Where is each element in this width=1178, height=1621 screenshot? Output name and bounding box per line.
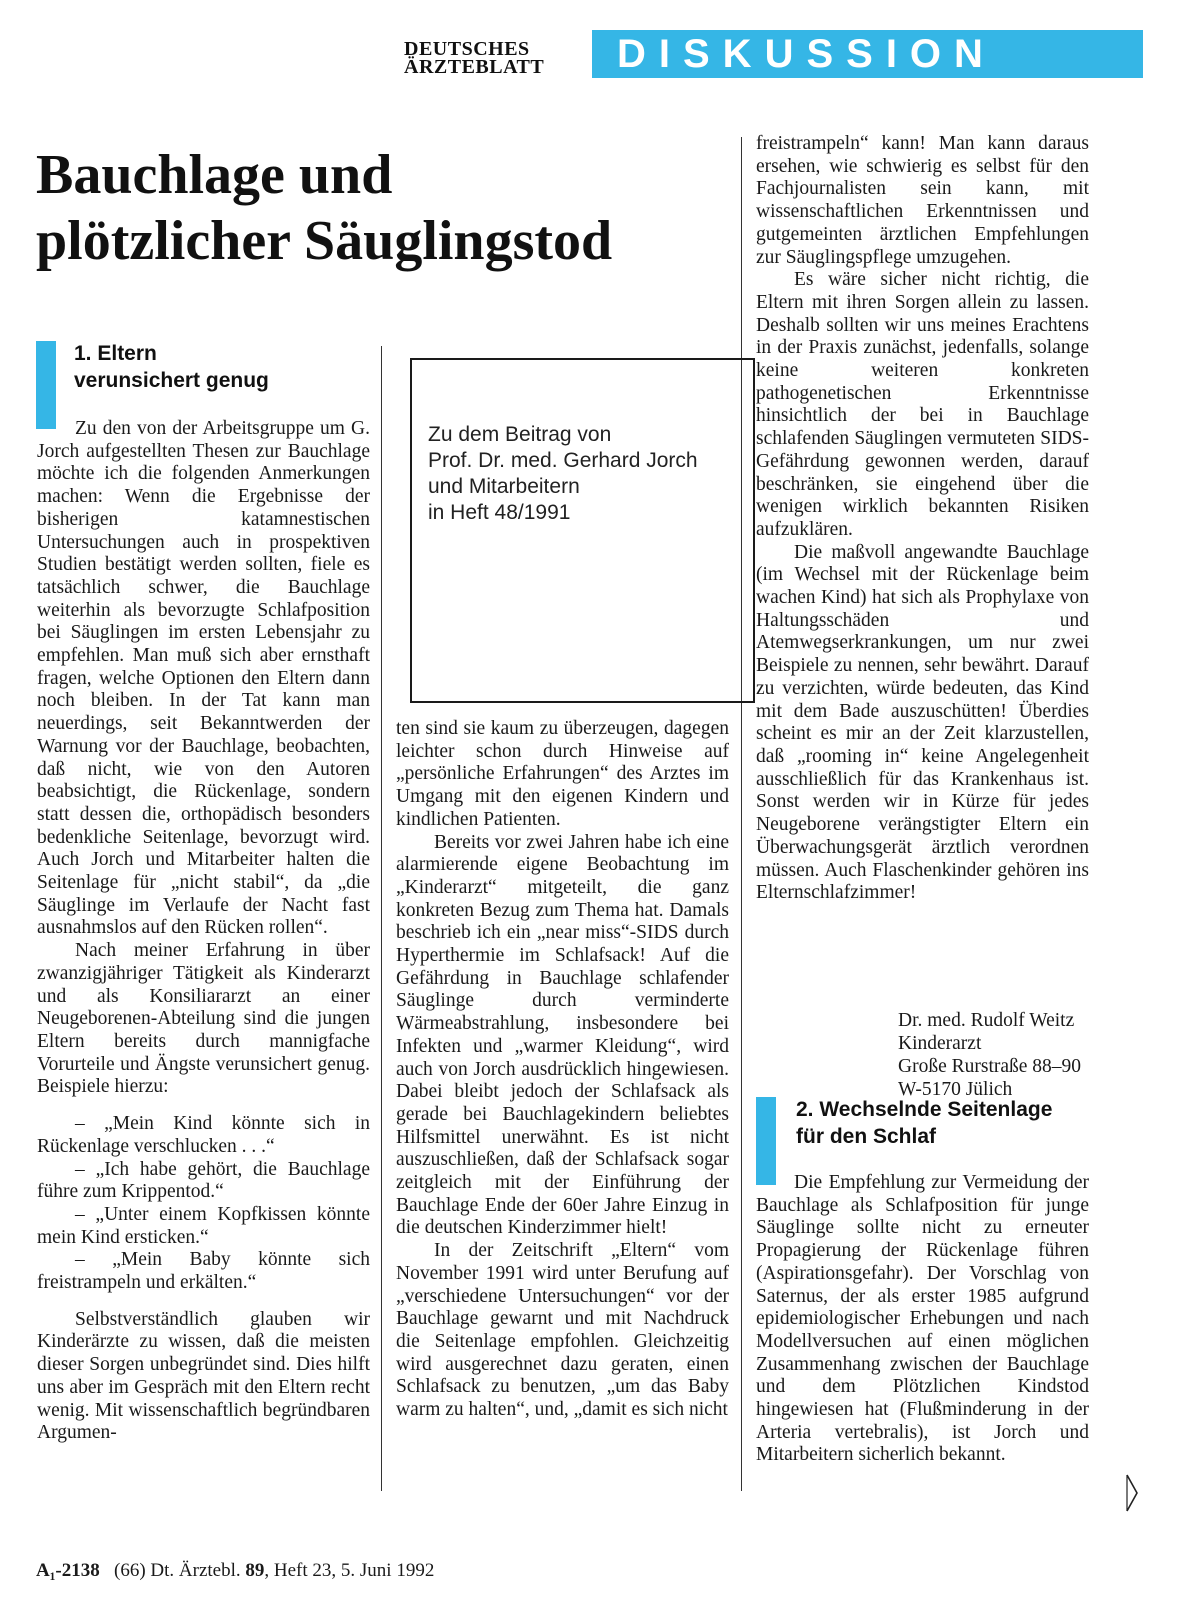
section1-heading-line2: verunsichert genug	[74, 369, 269, 392]
headline-line2: plötzlicher Säuglingstod	[36, 210, 613, 272]
col3-paragraph-1: freistrampeln“ kann! Man kann daraus ersehen, wie schwierig es selbst für den Fachjournalisten sein kann, mit wissenschaftlichen Erkenntnissen und gutgemeinten ärztlichen Empfehlungen zur Säuglingspflege umzugehen.	[756, 133, 1089, 268]
col2-paragraph-2: Bereits vor zwei Jahren habe ich eine alarmierende eigene Beobachtung im „Kinderarzt“ mitgeteilt, die ganz konkreten Bezug zum Thema hat. Damals beschrieb ich ein „near miss“-SIDS durch Hyperthermie im Schlafsack! Auf die Gefährdung in Bauchlage schlafender Säuglinge durch verminderte Wärmeabstrahlung, insbesondere bei Infekten und „warmer Kleidung“, wird auch von Jorch ausdrücklich hingewiesen. Dabei bleibt jedoch der Schlafsack als gerade bei Bauchlagekindern beliebtes Hilfsmittel unerwähnt. Es ist nicht auszuschließen, daß der Schlafsack sogar zeitgleich mit der Einführung der Bauchlage Ende der 60er Jahre Einzug in die deutschen Kinderzimmer hielt!	[396, 831, 729, 1239]
section-banner: DISKUSSION	[592, 30, 1143, 78]
col1-quote-4: – „Mein Baby könnte sich freistrampeln und erkälten.“	[37, 1249, 370, 1294]
col1-quote-1: – „Mein Kind könnte sich in Rückenlage verschlucken . . .“	[37, 1113, 370, 1157]
section2-heading-line1: 2. Wechselnde Seitenlage	[796, 1098, 1053, 1121]
publication-line2: ÄRZTEBLATT	[404, 56, 545, 78]
column-3	[756, 133, 1089, 905]
section1-accent-bar	[36, 341, 56, 429]
section2-heading-line2: für den Schlaf	[796, 1125, 937, 1148]
column-1	[37, 418, 370, 1445]
col1-quote-2: – „Ich habe gehört, die Bauchlage führe zum Krippentod.“	[37, 1158, 370, 1203]
reference-line4: in Heft 48/1991	[428, 501, 571, 524]
col1-paragraph-2: Nach meiner Erfahrung in über zwanzigjähriger Tätigkeit als Kinderarzt und als Konsiliararzt an einer Neugeborenen-Abteilung sind die jungen Eltern bereits durch mannigfache Vorurteile und Ängste verunsichert genug. Beispiele hierzu:	[37, 940, 370, 1098]
headline-line1: Bauchlage und	[36, 144, 393, 206]
reference-line3: und Mitarbeitern	[428, 475, 580, 498]
column-3-section2	[756, 1172, 1089, 1467]
footer-page-code: A₁-2138	[36, 1560, 100, 1581]
page-footer	[36, 1560, 596, 1582]
col1-paragraph-3: Selbstverständlich glauben wir Kinderärzte zu wissen, daß die meisten dieser Sorgen unbegründet sind. Dies hilft uns aber im Gespräch mit den Eltern recht wenig. Mit wissenschaftlich begründbaren Argumen-	[37, 1308, 370, 1444]
author-city: W-5170 Jülich	[898, 1079, 1013, 1100]
col1-quote-3: – „Unter einem Kopfkissen könnte mein Kind ersticken.“	[37, 1203, 370, 1248]
footer-journal: Dt. Ärztebl.	[150, 1560, 241, 1581]
col2-paragraph-3: In der Zeitschrift „Eltern“ vom November 1991 wird unter Berufung auf „verschiedene Untersuchungen“ vor der Bauchlage gewarnt und mit Nachdruck die Seitenlage empfohlen. Gleichzeitig wird ausgerechnet dazu geraten, einen Schlafsack zu benutzen, „um das Baby warm zu halten“, und, „damit es sich nicht	[396, 1240, 729, 1421]
reference-line1: Zu dem Beitrag von	[428, 423, 612, 446]
reference-box	[410, 358, 755, 703]
footer-issue-date: , Heft 23, 5. Juni 1992	[264, 1560, 435, 1581]
continue-arrow-icon	[1124, 1473, 1140, 1513]
col2-paragraph-1: ten sind sie kaum zu überzeugen, dagegen leichter schon durch Hinweise auf „persönliche Erfahrungen“ des Arztes im Umgang mit den eigenen Kindern und kindlichen Patienten.	[396, 718, 729, 830]
author-name: Dr. med. Rudolf Weitz	[898, 1010, 1075, 1031]
footer-volume: 89	[245, 1560, 265, 1581]
col3-paragraph-3: Die maßvoll angewandte Bauchlage (im Wechsel mit der Rückenlage beim wachen Kind) hat sich als Prophylaxe von Haltungsschäden und Atemwegserkrankungen, um nur zwei Beispiele zu nennen, sehr bewährt. Darauf zu verzichten, würde bedeuten, das Kind mit dem Bade auszuschütten! Überdies scheint es mir an der Zeit klarzustellen, daß „rooming in“ keine Angelegenheit ausschließlich für das Krankenhaus ist. Sonst werden wir in Kürze für jedes Neugeborene verängstigter Eltern ein Überwachungsgerät ärztlich verordnen müssen. Auch Flaschenkinder gehören ins Elternschlafzimmer!	[756, 541, 1089, 904]
section2-heading	[796, 1096, 1116, 1150]
column-rule-2	[741, 137, 742, 1491]
col3-paragraph-4: Die Empfehlung zur Vermeidung der Bauchlage als Schlafposition für junge Säuglinge sollte nicht zu erneuter Propagierung der Rückenlage führen (Aspirationsgefahr). Der Vorschlag von Saternus, der als erster 1985 aufgrund epidemiologischer Erhebungen und nach Modellversuchen auf einen möglichen Zusammenhang zwischen der Bauchlage und dem Plötzlichen Kindstod hingewiesen hat (Flußminderung in der Arteria vertebralis), ist Jorch und Mitarbeitern sicherlich bekannt.	[756, 1172, 1089, 1466]
publication-line1: DEUTSCHES	[404, 38, 530, 60]
author-signature	[898, 1009, 1138, 1101]
col1-paragraph-1: Zu den von der Arbeitsgruppe um G. Jorch aufgestellten Thesen zur Bauchlage möchte ich die folgenden Anmerkungen machen: Wenn die Ergebnisse der bisherigen katamnestischen Untersuchungen auch in prospektiven Studien bestätigt werden sollten, fiele es tatsächlich schwer, die Bauchlage weiterhin als bevorzugte Schlafposition bei Säuglingen im ersten Lebensjahr zu empfehlen. Man muß sich aber ernsthaft fragen, welche Optionen den Eltern dann noch bleiben. In der Tat kann man neuerdings, seit Bekanntwerden der Warnung vor der Bauchlage, beobachten, daß nicht, wie von den Autoren beabsichtigt, die Rückenlage, sondern statt dessen die, orthopädisch besonders bedenkliche Seitenlage, bevorzugt wird. Auch Jorch und Mitarbeiter halten die Seitenlage für „nicht stabil“, da „die Säuglinge im Verlaufe der Nacht fast ausnahmslos auf den Rücken rollen“.	[37, 418, 370, 939]
publication-name	[404, 40, 574, 76]
author-street: Große Rurstraße 88–90	[898, 1056, 1082, 1077]
author-title: Kinderarzt	[898, 1033, 982, 1054]
section1-heading-line1: 1. Eltern	[74, 342, 157, 365]
section1-heading	[74, 340, 374, 394]
column-rule-1	[381, 346, 382, 1491]
footer-page-number: (66)	[114, 1560, 146, 1581]
col3-paragraph-2: Es wäre sicher nicht richtig, die Eltern mit ihren Sorgen allein zu lassen. Deshalb sollten wir uns meines Erachtens in der Praxis zunächst, jedenfalls, solange keine weiteren konkreten pathogenetischen Erkenntnisse hinsichtlich der bei in Bauchlage schlafenden Säuglingen vermuteten SIDS-Gefährdung gewonnen werden, darauf beschränken, sie eingehend über die wenigen wirklich bekannten Risiken aufzuklären.	[756, 269, 1089, 540]
article-headline	[36, 142, 766, 274]
column-2	[396, 718, 729, 1422]
reference-line2: Prof. Dr. med. Gerhard Jorch	[428, 449, 698, 472]
